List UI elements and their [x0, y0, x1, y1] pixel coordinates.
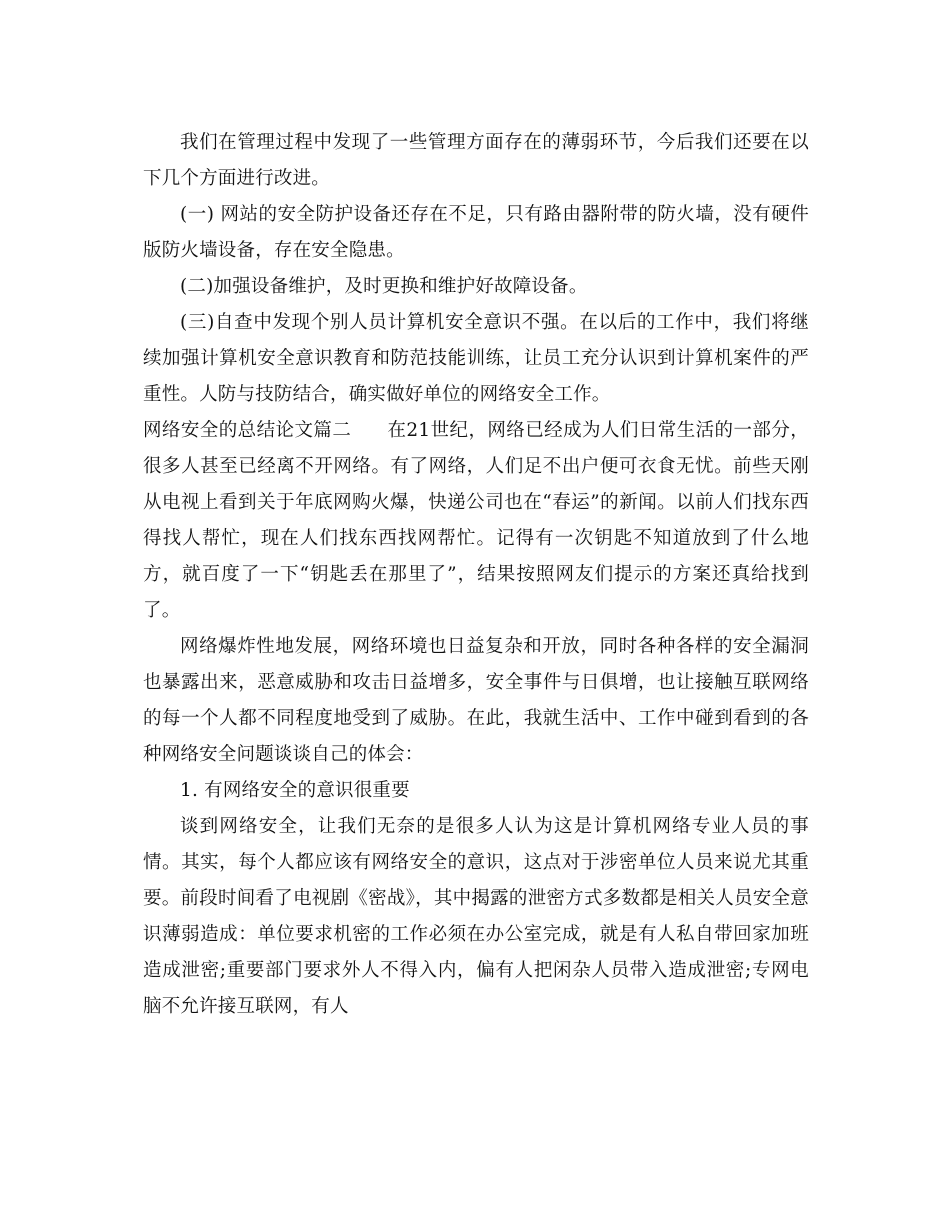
document-body	[143, 125, 809, 1025]
section-two-paragraph	[143, 413, 809, 629]
paragraph-item-1: (一) 网站的安全防护设备还存在不足，只有路由器附带的防火墙，没有硬件版防火墙设备，存在安全隐患。	[143, 204, 809, 261]
paragraph-security-awareness: 谈到网络安全，让我们无奈的是很多人认为这是计算机网络专业人员的事情。其实，每个人都应该有网络安全的意识，这点对于涉密单位人员来说尤其重要。前段时间看了电视剧《密战》，其中揭露的泄密方式多数都是相关人员安全意识薄弱造成：单位要求机密的工作必须在办公室完成，就是有人私自带回家加班造成泄密;重要部门要求外人不得入内，偏有人把闲杂人员带入造成泄密;专网电脑不允许接互联网，有人	[143, 816, 809, 1017]
subheading-security-awareness: 1. 有网络安全的意识很重要	[180, 780, 410, 801]
paragraph-network-growth: 网络爆炸性地发展，网络环境也日益复杂和开放，同时各种各样的安全漏洞也暴露出来，恶意威胁和攻击日益增多，安全事件与日俱增，也让接触互联网络的每一个人都不同程度地受到了威胁。在此，我就生活中、工作中碰到看到的各种网络安全问题谈谈自己的体会：	[143, 636, 809, 765]
paragraph-item-3: (三)自查中发现个别人员计算机安全意识不强。在以后的工作中，我们将继续加强计算机安全意识教育和防范技能训练，让员工充分认识到计算机案件的严重性。人防与技防结合，确实做好单位的网络安全工作。	[143, 312, 809, 405]
paragraph-improvement-intro: 我们在管理过程中发现了一些管理方面存在的薄弱环节，今后我们还要在以下几个方面进行改进。	[143, 132, 809, 189]
paragraph-item-2: (二)加强设备维护，及时更换和维护好故障设备。	[180, 276, 588, 297]
section-title: 网络安全的总结论文篇二	[143, 420, 352, 441]
section-intro-text: 在21世纪，网络已经成为人们日常生活的一部分，很多人甚至已经离不开网络。有了网络，人们足不出户便可衣食无忧。前些天刚从电视上看到关于年底网购火爆，快递公司也在“春运”的新闻。以前人们找东西得找人帮忙，现在人们找东西找网帮忙。记得有一次钥匙不知道放到了什么地方，就百度了一下“钥匙丢在那里了”，结果按照网友们提示的方案还真给找到了。	[143, 420, 809, 621]
